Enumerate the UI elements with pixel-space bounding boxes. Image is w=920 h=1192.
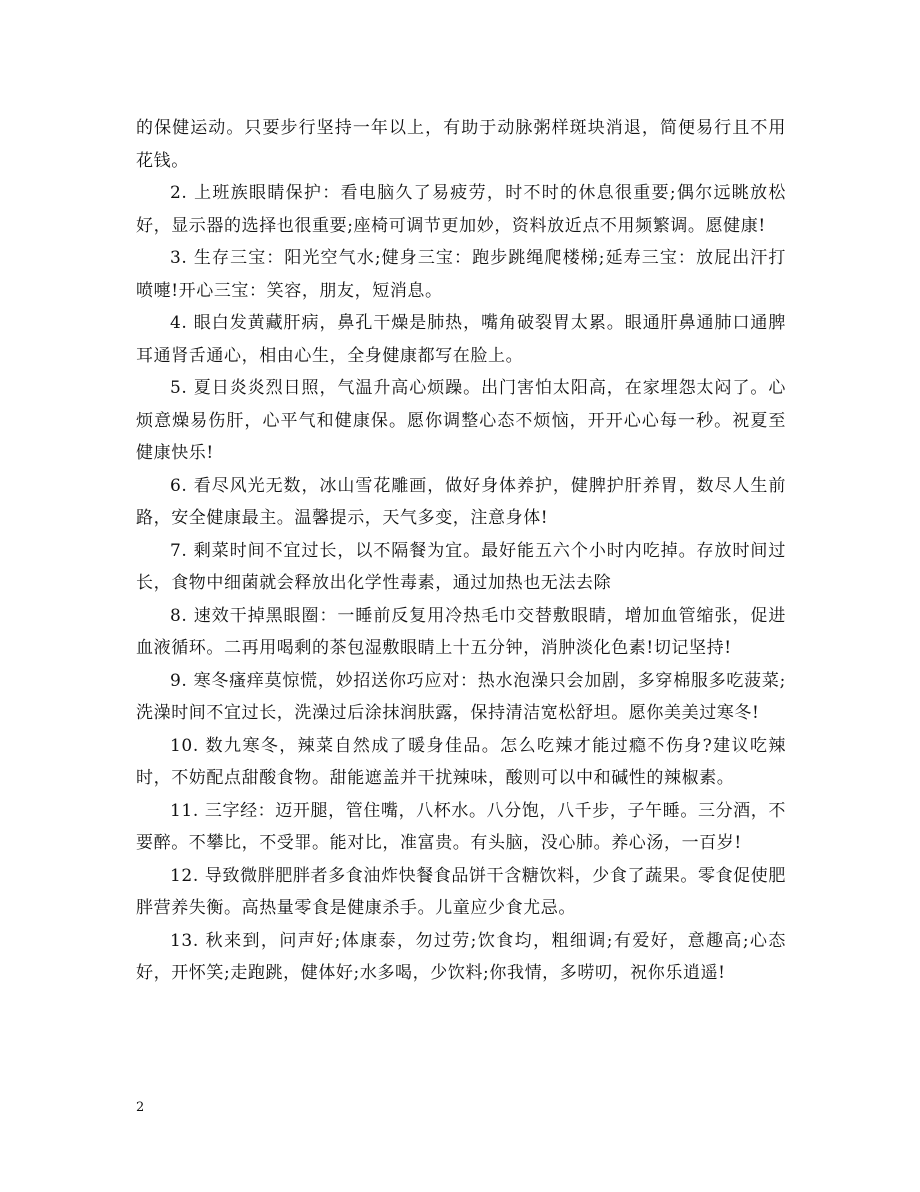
paragraph-item-3: 3. 生存三宝：阳光空气水;健身三宝：跑步跳绳爬楼梯;延寿三宝：放屁出汗打喷嚏!开心三宝：笑容，朋友，短消息。	[136, 248, 786, 301]
paragraph-item-7: 7. 剩菜时间不宜过长，以不隔餐为宜。最好能五六个小时内吃掉。存放时间过长，食物中细菌就会释放出化学性毒素，通过加热也无法去除	[136, 540, 786, 593]
paragraph-item-11: 11. 三字经：迈开腿，管住嘴，八杯水。八分饱，八千步，子午睡。三分酒，不要醉。不攀比，不受罪。能对比，准富贵。有头脑，没心肺。养心汤，一百岁!	[136, 800, 786, 853]
paragraph-item-2: 2. 上班族眼睛保护：看电脑久了易疲劳，时不时的休息很重要;偶尔远眺放松好，显示器的选择也很重要;座椅可调节更加妙，资料放近点不用频繁调。愿健康!	[136, 183, 786, 236]
paragraph-item-13: 13. 秋来到，问声好;体康泰，勿过劳;饮食均，粗细调;有爱好，意趣高;心态好，开怀笑;走跑跳，健体好;水多喝，少饮料;你我情，多唠叨，祝你乐逍遥!	[136, 930, 786, 983]
paragraph-continuation: 的保健运动。只要步行坚持一年以上，有助于动脉粥样斑块消退，简便易行且不用花钱。	[136, 118, 786, 171]
paragraph-item-10: 10. 数九寒冬，辣菜自然成了暖身佳品。怎么吃辣才能过瘾不伤身?建议吃辣时，不妨配点甜酸食物。甜能遮盖并干扰辣味，酸则可以中和碱性的辣椒素。	[136, 735, 786, 788]
paragraph-item-8: 8. 速效干掉黑眼圈：一睡前反复用冷热毛巾交替敷眼睛，增加血管缩张，促进血液循环。二再用喝剩的茶包湿敷眼睛上十五分钟，消肿淡化色素!切记坚持!	[136, 605, 786, 658]
page-number: 2	[136, 1100, 145, 1115]
paragraph-item-5: 5. 夏日炎炎烈日照，气温升高心烦躁。出门害怕太阳高，在家埋怨太闷了。心烦意燥易伤肝，心平气和健康保。愿你调整心态不烦恼，开开心心每一秒。祝夏至健康快乐!	[136, 378, 786, 463]
paragraph-item-12: 12. 导致微胖肥胖者多食油炸快餐食品饼干含糖饮料，少食了蔬果。零食促使肥胖营养失衡。高热量零食是健康杀手。儿童应少食尤忌。	[136, 865, 786, 918]
paragraph-item-6: 6. 看尽风光无数，冰山雪花雕画，做好身体养护，健脾护肝养胃，数尽人生前路，安全健康最主。温馨提示，天气多变，注意身体!	[136, 475, 786, 528]
paragraph-item-4: 4. 眼白发黄藏肝病，鼻孔干燥是肺热，嘴角破裂胃太累。眼通肝鼻通肺口通脾耳通肾舌通心，相由心生，全身健康都写在脸上。	[136, 313, 786, 366]
paragraph-item-9: 9. 寒冬瘙痒莫惊慌，妙招送你巧应对：热水泡澡只会加剧，多穿棉服多吃菠菜;洗澡时间不宜过长，洗澡过后涂抹润肤露，保持清洁宽松舒坦。愿你美美过寒冬!	[136, 670, 786, 723]
document-body	[136, 112, 786, 990]
